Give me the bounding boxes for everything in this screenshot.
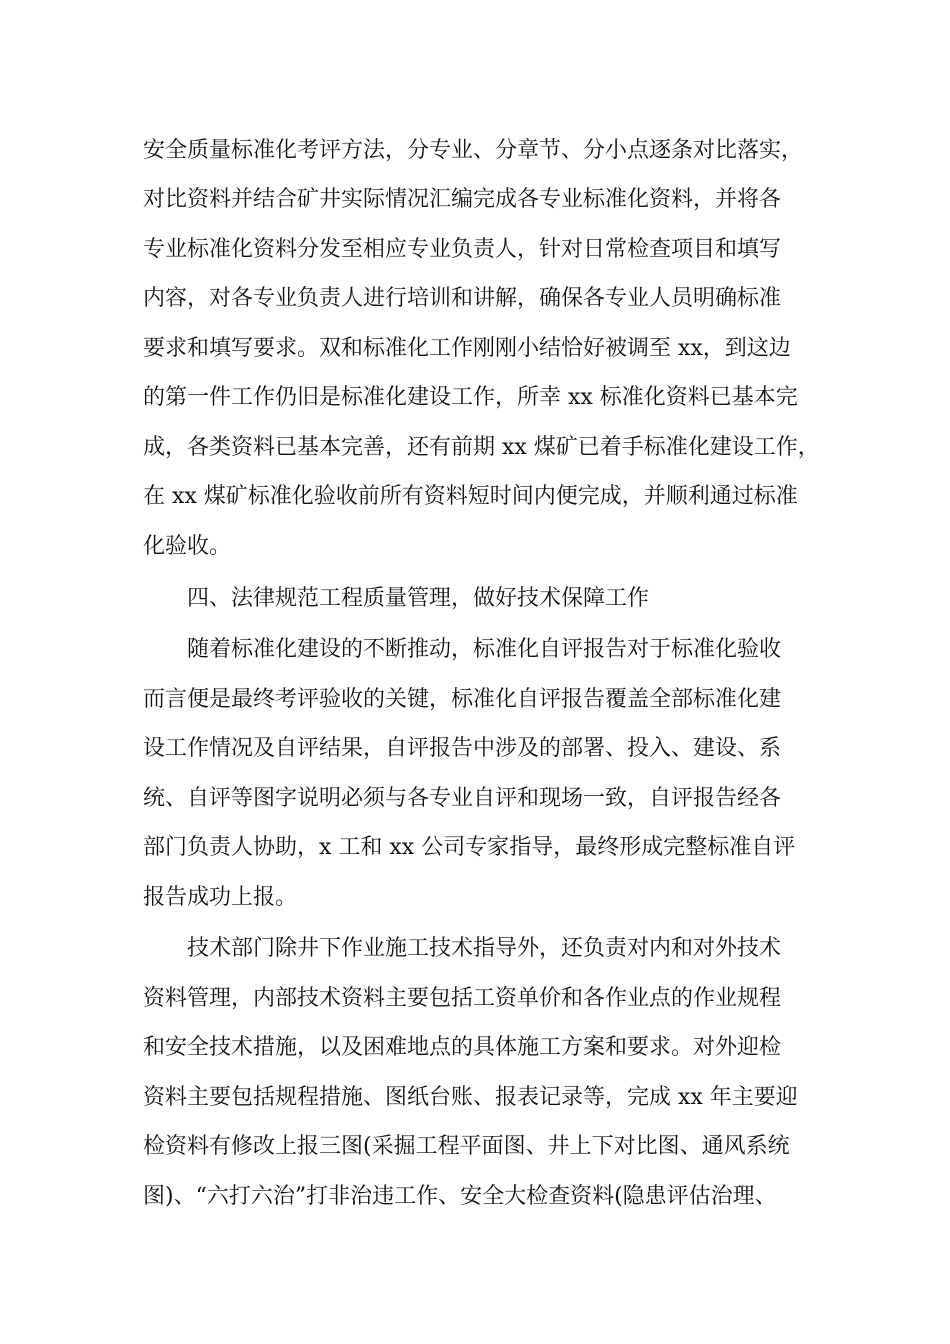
text-line: 专业标准化资料分发至相应专业负责人，针对日常检查项目和填写	[143, 237, 782, 262]
text-line: 对比资料并结合矿井实际情况汇编完成各专业标准化资料，并将各	[143, 187, 782, 212]
text-line: 成，各类资料已基本完善，还有前期 xx 煤矿已着手标准化建设工作，	[143, 435, 820, 460]
text-line: 而言便是最终考评验收的关键，标准化自评报告覆盖全部标准化建	[143, 687, 782, 712]
text-line: 和安全技术措施，以及困难地点的具体施工方案和要求。对外迎检	[143, 1035, 782, 1060]
text-line: 图)、“六打六治”打非治违工作、安全大检查资料(隐患评估治理、	[143, 1184, 777, 1209]
text-line: 资料主要包括规程措施、图纸台账、报表记录等，完成 xx 年主要迎	[143, 1085, 798, 1110]
text-line: 安全质量标准化考评方法，分专业、分章节、分小点逐条对比落实，	[143, 138, 804, 163]
text-line: 部门负责人协助，x 工和 xx 公司专家指导，最终形成完整标准自评	[143, 835, 796, 860]
text-line: 要求和填写要求。双和标准化工作刚刚小结恰好被调至 xx，到这边	[143, 336, 791, 361]
text-line: 统、自评等图字说明必须与各专业自评和现场一致，自评报告经各	[143, 786, 782, 811]
text-line: 在 xx 煤矿标准化验收前所有资料短时间内便完成，并顺利通过标准	[143, 484, 798, 509]
section-heading: 四、法律规范工程质量管理，做好技术保障工作	[187, 586, 650, 611]
text-line: 设工作情况及自评结果，自评报告中涉及的部署、投入、建设、系	[143, 736, 782, 761]
text-line: 资料管理，内部技术资料主要包括工资单价和各作业点的作业规程	[143, 986, 782, 1011]
text-line: 随着标准化建设的不断推动，标准化自评报告对于标准化验收	[187, 637, 782, 662]
text-line: 技术部门除井下作业施工技术指导外，还负责对内和对外技术	[187, 936, 782, 961]
text-line: 检资料有修改上报三图(采掘工程平面图、井上下对比图、通风系统	[143, 1134, 790, 1159]
text-line: 内容，对各专业负责人进行培训和讲解，确保各专业人员明确标准	[143, 286, 782, 311]
text-line: 报告成功上报。	[143, 885, 298, 910]
text-line: 化验收。	[143, 534, 232, 559]
text-line: 的第一件工作仍旧是标准化建设工作，所幸 xx 标准化资料已基本完	[143, 385, 798, 410]
